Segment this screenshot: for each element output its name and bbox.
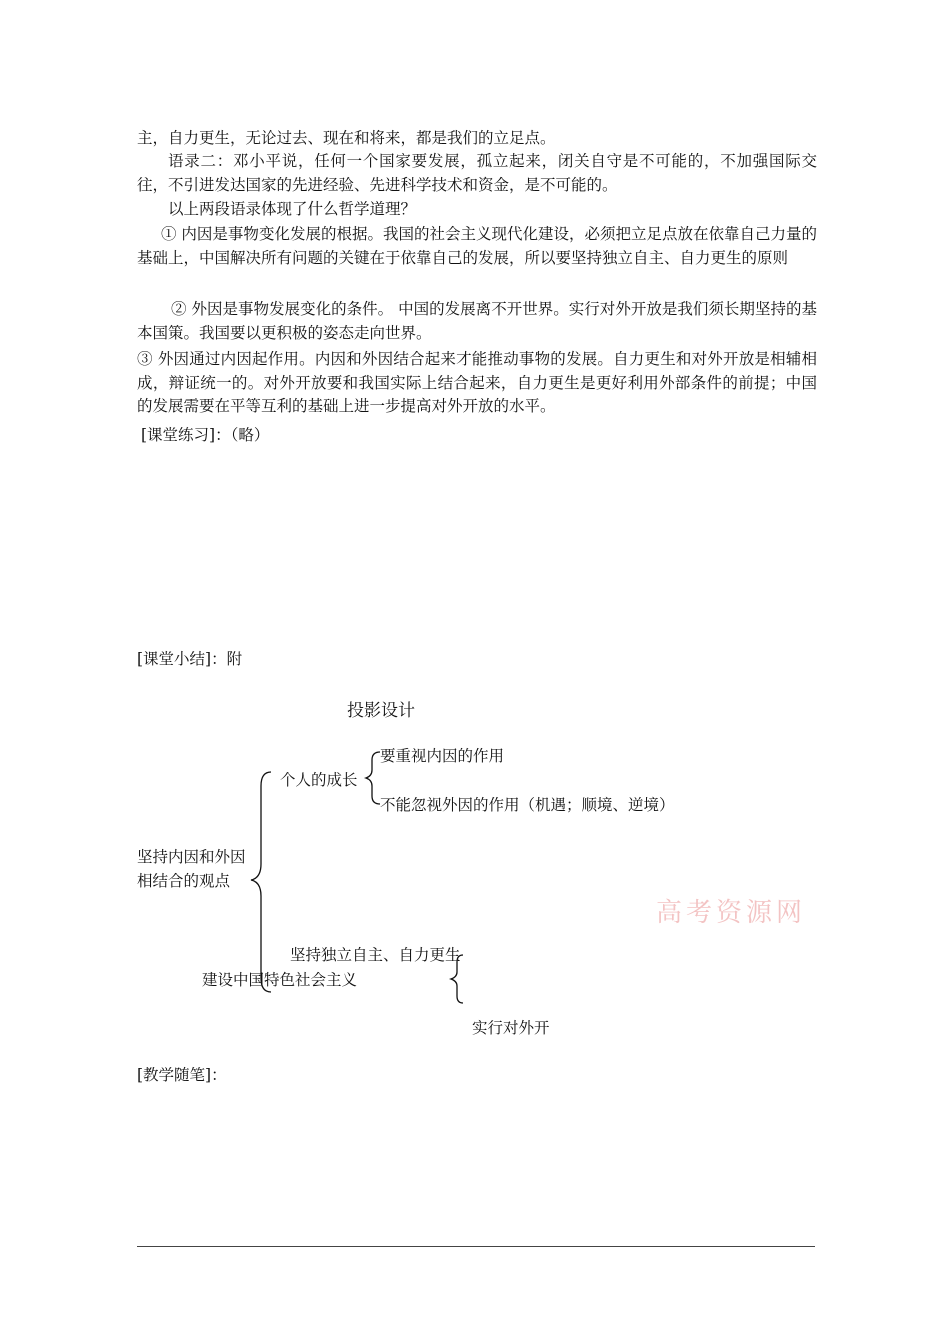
summary-heading: [课堂小结]：附 xyxy=(137,650,243,668)
point-one-paragraph: ① 内因是事物变化发展的根据。我国的社会主义现代化建设，必须把立足点放在依靠自己力量的基础上，中国解决所有问题的关键在于依靠自己的发展，所以要坚持独立自主、自力更生的原则 xyxy=(137,225,817,267)
diagram-root-line-1: 坚持内因和外因 xyxy=(137,848,246,866)
diagram-branch-socialism: 建设中国特色社会主义 xyxy=(202,971,358,989)
quote-two-paragraph: 语录二：邓小平说，任何一个国家要发展，孤立起来，闭关自守是不可能的，不加强国际交往，不引进发达国家的先进经验、先进科学技术和资金，是不可能的。 xyxy=(137,152,817,194)
question-line: 以上两段语录体现了什么哲学道理？ xyxy=(168,200,417,218)
point-three-paragraph: ③ 外因通过内因起作用。内因和外因结合起来才能推动事物的发展。自力更生和对外开放是相辅相成，辩证统一的。对外开放要和我国实际上结合起来，自力更生是更好利用外部条件的前提；中国的发展需要在平等互利的基础上进一步提高对外开放的水平。 xyxy=(137,350,817,415)
diagram-leaf-self-reliance: 坚持独立自主、自力更生 xyxy=(290,946,461,964)
personal-brace xyxy=(366,752,380,804)
point-two-paragraph: ② 外因是事物发展变化的条件。 中国的发展离不开世界。实行对外开放是我们须长期坚持的基本国策。我国要以更积极的姿态走向世界。 xyxy=(137,300,817,342)
exercise-heading: [课堂练习]：（略） xyxy=(141,426,270,444)
footer-divider xyxy=(137,1246,815,1247)
projection-title: 投影设计 xyxy=(347,701,415,721)
diagram-leaf-opening: 实行对外开 xyxy=(472,1019,550,1037)
notes-heading: [教学随笔]： xyxy=(137,1066,227,1084)
watermark-logo: 高考资源网 xyxy=(656,898,807,928)
text-line-continuation: 主，自力更生，无论过去、现在和将来，都是我们的立足点。 xyxy=(137,129,556,147)
diagram-leaf-internal: 要重视内因的作用 xyxy=(380,747,505,765)
diagram-branch-personal: 个人的成长 xyxy=(280,771,358,789)
diagram-leaf-external: 不能忽视外因的作用（机遇；顺境、逆境） xyxy=(380,796,675,814)
diagram-root-line-2: 相结合的观点 xyxy=(137,872,231,890)
main-brace xyxy=(251,772,271,992)
